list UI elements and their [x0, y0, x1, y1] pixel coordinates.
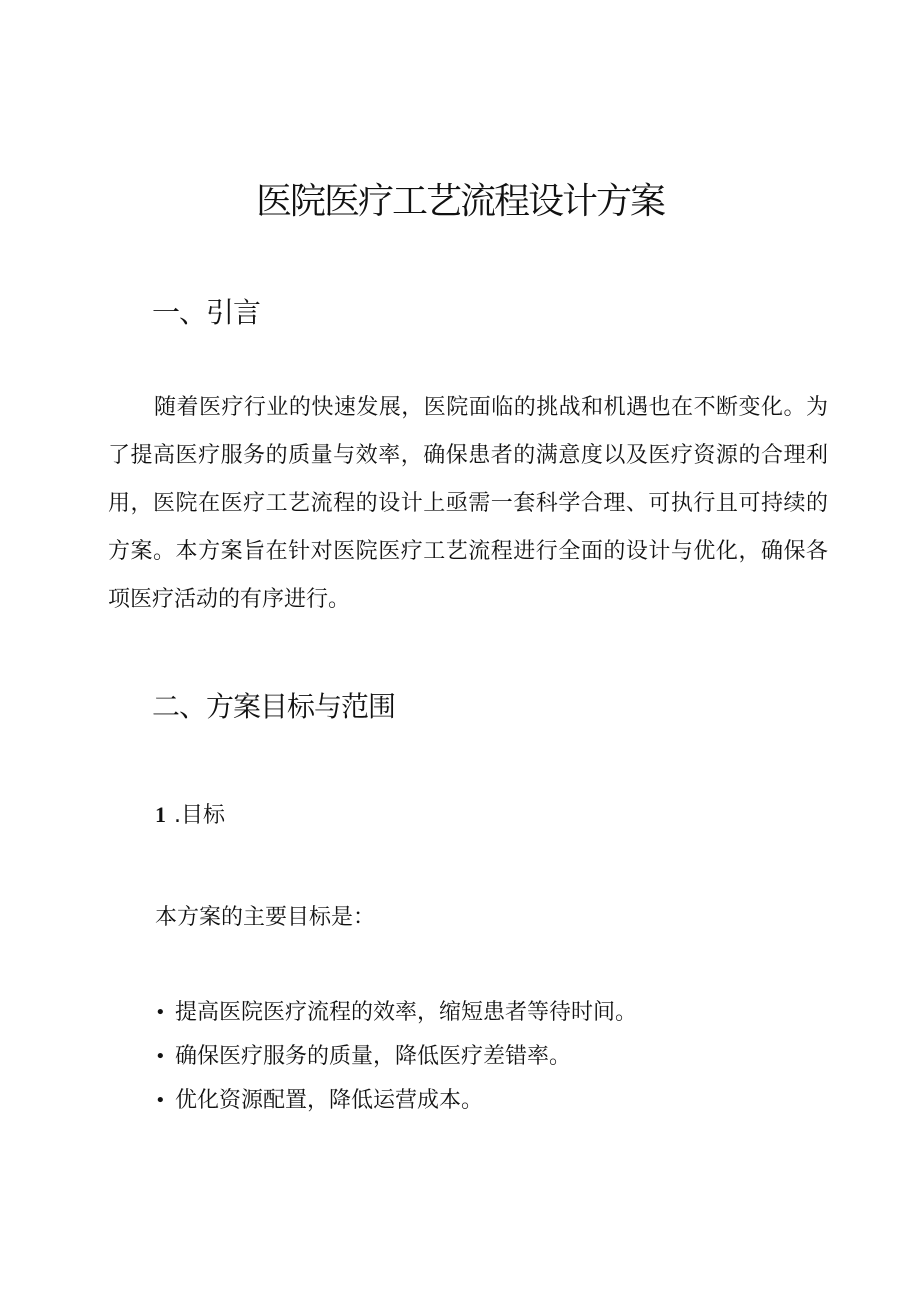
subsection-label: .目标 — [174, 803, 225, 828]
subsection-heading-goals — [155, 800, 225, 831]
goals-lead-text: 本方案的主要目标是： — [155, 905, 376, 930]
list-item — [155, 995, 637, 1039]
list-item-text: 确保医疗服务的质量，降低医疗差错率。 — [175, 1044, 572, 1069]
section-heading-introduction: 一、引言 — [152, 296, 261, 329]
list-item — [155, 1083, 637, 1127]
bullet-icon: • — [155, 1002, 166, 1023]
introduction-paragraph: 随着医疗行业的快速发展，医院面临的挑战和机遇也在不断变化。为了提高医疗服务的质量与效率，确保患者的满意度以及医疗资源的合理利用，医院在医疗工艺流程的设计上亟需一套科学合理、可执行且可持续的方案。本方案旨在针对医院医疗工艺流程进行全面的设计与优化，确保各项医疗活动的有序进行。 — [108, 395, 828, 612]
section-heading-goals-scope: 二、方案目标与范围 — [152, 690, 396, 723]
list-item — [155, 1039, 637, 1083]
bullet-icon: • — [155, 1090, 166, 1111]
list-item-text: 优化资源配置，降低运营成本。 — [175, 1088, 484, 1113]
document-title: 医院医疗工艺流程设计方案 — [255, 181, 664, 222]
list-item-text: 提高医院医疗流程的效率，缩短患者等待时间。 — [175, 1000, 638, 1025]
subsection-number: 1 — [155, 802, 166, 827]
goals-bullet-list — [155, 995, 637, 1127]
bullet-icon: • — [155, 1046, 166, 1067]
